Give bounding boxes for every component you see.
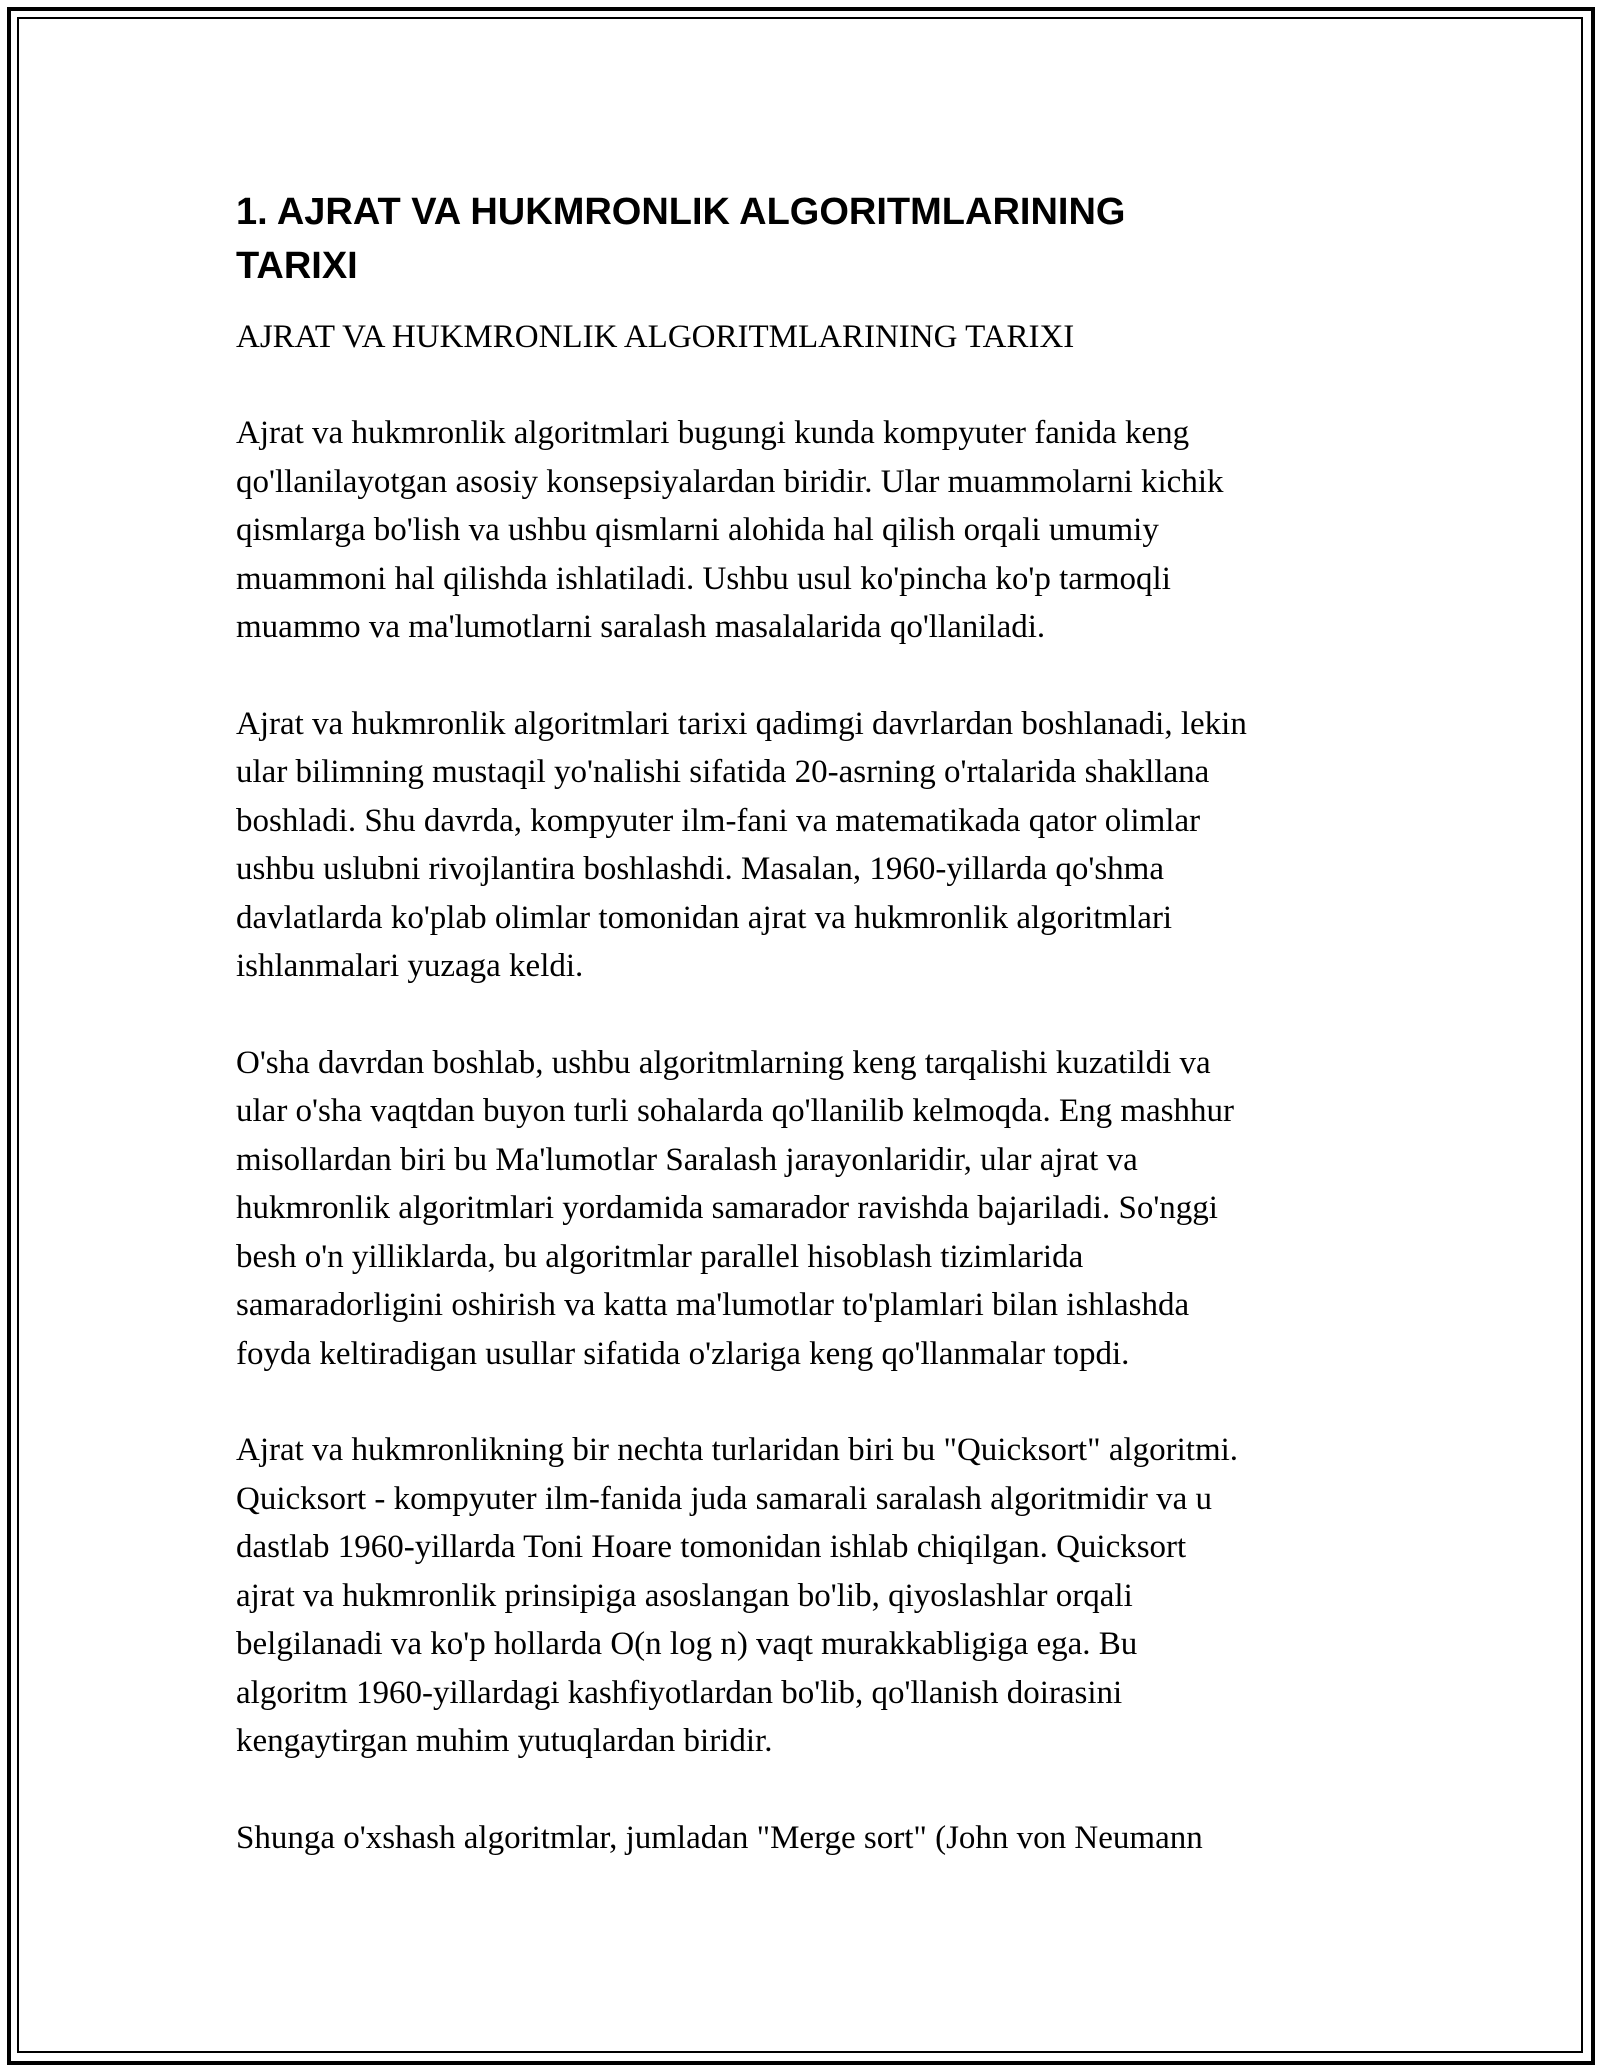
paragraph [236, 1039, 1396, 1379]
paragraph-line: hukmronlik algoritmlari yordamida samarador ravishda bajariladi. So'nggi [236, 1190, 1218, 1226]
paragraph [236, 1426, 1396, 1766]
paragraph-line: dastlab 1960-yillarda Toni Hoare tomonidan ishlab chiqilgan. Quicksort [236, 1529, 1187, 1565]
paragraph-line: algoritm 1960-yillardagi kashfiyotlardan bo'lib, qo'llanish doirasini [236, 1674, 1123, 1711]
paragraph-line: ular bilimning mustaqil yo'nalishi sifatida 20-asrning o'rtalarida shakllana [236, 754, 1210, 790]
paragraph-line: davlatlarda ko'plab olimlar tomonidan ajrat va hukmronlik algoritmlari [236, 899, 1173, 936]
paragraph-line: Ajrat va hukmronlikning bir nechta turlaridan biri bu "Quicksort" algoritmi. [236, 1432, 1239, 1468]
document-heading [236, 185, 1396, 293]
paragraph [236, 700, 1396, 991]
paragraph-line: belgilanadi va ko'p hollarda O(n log n) vaqt murakkabligiga ega. Bu [236, 1626, 1138, 1662]
paragraph-line: muammo va ma'lumotlarni saralash masalalarida qo'llaniladi. [236, 609, 1046, 645]
document-subtitle: AJRAT VA HUKMRONLIK ALGORITMLARINING TARIXI [236, 319, 1075, 355]
paragraph [236, 1814, 1396, 1863]
document-body [236, 185, 1396, 1862]
paragraph-line: ushbu uslubni rivojlantira boshlashdi. Masalan, 1960-yillarda qo'shma [236, 851, 1164, 887]
paragraph-line: ishlanmalari yuzaga keldi. [236, 948, 584, 984]
paragraph-line: foyda keltiradigan usullar sifatida o'zlariga keng qo'llanmalar topdi. [236, 1335, 1130, 1372]
paragraph-line: ular o'sha vaqtdan buyon turli sohalarda qo'llanilib kelmoqda. Eng mashhur [236, 1093, 1235, 1129]
paragraph-line: qo'llanilayotgan asosiy konsepsiyalardan biridir. Ular muammolarni kichik [236, 463, 1224, 500]
paragraph-line: ajrat va hukmronlik prinsipiga asoslangan bo'lib, qiyoslashlar orqali [236, 1577, 1133, 1614]
paragraph-line: O'sha davrdan boshlab, ushbu algoritmlarning keng tarqalishi kuzatildi va [236, 1044, 1211, 1081]
paragraph [236, 409, 1396, 652]
paragraph-line: muammoni hal qilishda ishlatiladi. Ushbu usul ko'pincha ko'p tarmoqli [236, 560, 1171, 597]
heading-line: 1. AJRAT VA HUKMRONLIK ALGORITMLARINING [236, 191, 1126, 233]
paragraph-line: qismlarga bo'lish va ushbu qismlarni alohida hal qilish orqali umumiy [236, 512, 1159, 548]
heading-line: TARIXI [236, 245, 358, 287]
paragraph-line: Ajrat va hukmronlik algoritmlari tarixi qadimgi davrlardan boshlanadi, lekin [236, 705, 1247, 742]
paragraph-line: Quicksort - kompyuter ilm-fanida juda samarali saralash algoritmidir va u [236, 1480, 1212, 1517]
paragraph-line: Shunga o'xshash algoritmlar, jumladan "Merge sort" (John von Neumann [236, 1819, 1203, 1856]
paragraph-line: samaradorligini oshirish va katta ma'lumotlar to'plamlari bilan ishlashda [236, 1287, 1190, 1323]
paragraph-line: besh o'n yilliklarda, bu algoritmlar parallel hisoblash tizimlarida [236, 1238, 1084, 1275]
paragraph-line: boshladi. Shu davrda, kompyuter ilm-fani va matematikada qator olimlar [236, 802, 1201, 839]
paragraph-line: kengaytirgan muhim yutuqlardan biridir. [236, 1723, 773, 1759]
paragraph-line: Ajrat va hukmronlik algoritmlari bugungi kunda kompyuter fanida keng [236, 415, 1190, 451]
paragraph-line: misollardan biri bu Ma'lumotlar Saralash jarayonlaridir, ular ajrat va [236, 1141, 1138, 1178]
